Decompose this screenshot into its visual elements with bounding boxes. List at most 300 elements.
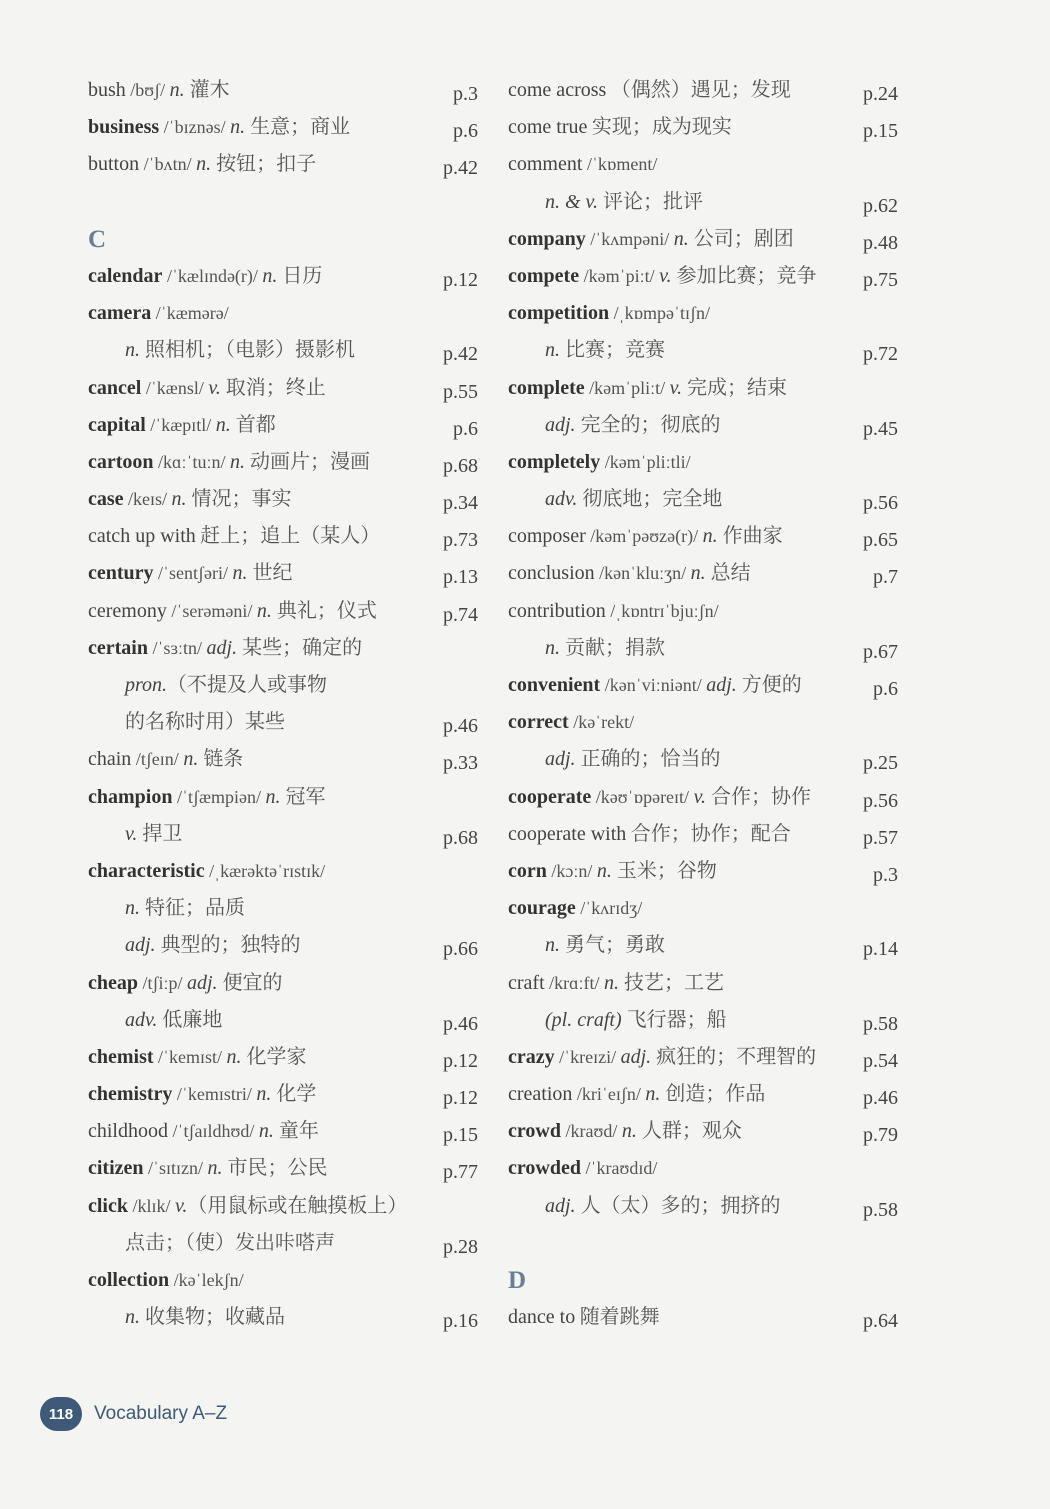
phonetic: /tʃiːp/ xyxy=(138,972,187,993)
phonetic: /ˌkɒmpəˈtɪʃn/ xyxy=(609,303,710,324)
definition: 首都 xyxy=(230,413,276,436)
part-of-speech: n. xyxy=(258,1120,274,1143)
headword: cooperate xyxy=(508,785,592,808)
part-of-speech: pron. xyxy=(125,674,168,696)
entry-text xyxy=(125,1225,335,1262)
vocab-entry xyxy=(80,1076,480,1113)
vocab-entry xyxy=(500,146,900,183)
phonetic: /ˈkænsl/ xyxy=(141,377,209,398)
vocab-entry xyxy=(500,667,900,704)
entry-text xyxy=(508,555,751,592)
definition: 按钮；扣子 xyxy=(211,153,317,176)
part-of-speech: adj. xyxy=(545,748,576,771)
entry-text xyxy=(88,370,326,407)
entry-text xyxy=(545,407,721,444)
page-reference: p.45 xyxy=(863,417,898,440)
part-of-speech: v. xyxy=(693,785,706,808)
headword: business xyxy=(88,116,160,139)
vocab-entry xyxy=(500,1113,900,1150)
page-reference: p.68 xyxy=(443,826,478,849)
definition: 灌木 xyxy=(184,79,230,101)
headword: champion xyxy=(88,785,173,808)
vocab-entry xyxy=(500,72,900,109)
headword: come true xyxy=(508,116,588,139)
headword: catch up with xyxy=(88,525,196,548)
entry-text xyxy=(508,109,732,146)
definition: 彻底地；完全地 xyxy=(577,488,723,511)
definition: 捍卫 xyxy=(137,822,183,845)
vocab-entry xyxy=(80,779,480,816)
entry-text xyxy=(508,779,811,816)
entry-text xyxy=(88,444,370,481)
page-reference: p.67 xyxy=(863,640,898,663)
entry-text xyxy=(508,667,802,704)
headword: chemist xyxy=(88,1045,154,1068)
part-of-speech: n. xyxy=(226,1045,242,1068)
page-reference: p.79 xyxy=(863,1124,898,1147)
entry-text xyxy=(545,332,665,369)
entry-text xyxy=(125,1299,285,1336)
headword: characteristic xyxy=(88,859,205,882)
vocab-entry xyxy=(80,407,480,444)
entry-text xyxy=(545,1188,781,1225)
entry-text xyxy=(508,1076,765,1113)
vocab-entry xyxy=(500,1299,900,1336)
definition: 典礼；仪式 xyxy=(271,599,377,622)
vocab-entry xyxy=(80,965,480,1002)
headword: crazy xyxy=(508,1045,555,1068)
headword: camera xyxy=(88,302,152,325)
phonetic: /ˈkʌrɪdʒ/ xyxy=(575,898,643,919)
page-reference: p.13 xyxy=(443,566,478,589)
entry-text xyxy=(88,1039,307,1076)
entry-sense xyxy=(500,741,900,778)
phonetic: /kriˈeɪʃn/ xyxy=(572,1084,646,1105)
page-reference: p.64 xyxy=(863,1310,898,1333)
vocabulary-column-right xyxy=(500,72,900,1336)
definition: 随着跳舞 xyxy=(579,1306,660,1329)
definition: 的名称时用）某些 xyxy=(125,711,285,734)
part-of-speech: n. xyxy=(596,859,612,882)
headword: case xyxy=(88,488,124,511)
headword: conclusion xyxy=(508,562,595,585)
headword: capital xyxy=(88,413,146,436)
vocab-entry xyxy=(500,221,900,258)
phonetic: /kraʊd/ xyxy=(560,1121,622,1142)
headword: cooperate with xyxy=(508,822,627,845)
part-of-speech: adj. xyxy=(545,1194,576,1217)
page-reference: p.68 xyxy=(443,454,478,477)
entry-text xyxy=(508,1113,742,1150)
part-of-speech: (pl. craft) xyxy=(545,1008,622,1031)
headword: competition xyxy=(508,302,610,325)
page-reference: p.16 xyxy=(443,1310,478,1333)
entry-text xyxy=(508,370,787,407)
entry-text xyxy=(508,221,794,258)
entry-sense xyxy=(80,890,480,927)
page-reference: p.55 xyxy=(443,380,478,403)
definition: （不提及人或事物 xyxy=(167,674,328,696)
phonetic: /ˈkraʊdɪd/ xyxy=(580,1158,658,1179)
page-reference: p.46 xyxy=(443,1012,478,1035)
entry-text xyxy=(88,965,283,1002)
entry-text xyxy=(88,1076,316,1113)
definition: 方便的 xyxy=(736,674,802,696)
entry-sense xyxy=(500,927,900,964)
section-letter: D xyxy=(508,1267,527,1294)
entry-sense xyxy=(500,184,900,221)
part-of-speech: v. xyxy=(175,1194,188,1217)
part-of-speech: v. xyxy=(208,376,221,399)
headword: corn xyxy=(508,859,547,882)
vocab-entry xyxy=(500,890,900,927)
vocab-entry xyxy=(500,853,900,890)
vocab-entry xyxy=(80,370,480,407)
entry-text xyxy=(125,1002,222,1039)
vocab-entry xyxy=(80,1262,480,1299)
definition: 飞行器；船 xyxy=(621,1008,727,1031)
vocab-entry xyxy=(80,853,480,890)
page-reference: p.42 xyxy=(443,157,478,180)
entry-text xyxy=(508,1299,660,1336)
vocab-entry xyxy=(80,444,480,481)
part-of-speech: adj. xyxy=(706,674,737,696)
headword: crowded xyxy=(508,1157,581,1180)
phonetic: /kɑːˈtuːn/ xyxy=(153,451,230,472)
vocab-entry xyxy=(80,146,480,183)
page-reference: p.6 xyxy=(873,678,898,700)
definition: 情况；事实 xyxy=(186,488,292,511)
part-of-speech: n. xyxy=(604,971,620,994)
entry-sense xyxy=(500,332,900,369)
entry-sense xyxy=(80,816,480,853)
definition: 冠军 xyxy=(280,785,326,808)
vocab-entry xyxy=(500,1150,900,1187)
part-of-speech: n. xyxy=(645,1083,661,1106)
entry-text xyxy=(88,146,316,183)
part-of-speech: n. xyxy=(545,636,560,659)
section-letter: C xyxy=(88,225,107,253)
part-of-speech: n. xyxy=(256,1083,272,1106)
headword: comment xyxy=(508,153,583,176)
phonetic: /ˈkemɪst/ xyxy=(153,1046,227,1067)
page-reference: p.3 xyxy=(453,83,478,105)
headword: citizen xyxy=(88,1157,144,1180)
entry-text xyxy=(125,332,355,369)
page-reference: p.28 xyxy=(443,1235,478,1258)
phonetic: /ˈkæmərə/ xyxy=(151,303,229,324)
section-title: Vocabulary A–Z xyxy=(94,1403,228,1424)
phonetic: /ˈkæpɪtl/ xyxy=(145,414,216,435)
headword: dance to xyxy=(508,1306,576,1329)
entry-text xyxy=(508,853,717,890)
vocab-entry xyxy=(80,630,480,667)
entry-text xyxy=(125,890,245,927)
part-of-speech: n. xyxy=(183,748,199,771)
vocab-entry xyxy=(80,555,480,592)
definition: 参加比赛；竞争 xyxy=(671,264,817,287)
page-reference: p.74 xyxy=(443,603,478,626)
definition: 照相机；（电影）摄影机 xyxy=(140,339,355,362)
headword: cheap xyxy=(88,971,138,994)
vocab-entry xyxy=(500,444,900,481)
part-of-speech: n. xyxy=(125,1306,140,1329)
definition: 疯狂的；不理智的 xyxy=(651,1045,817,1068)
phonetic: /kəʊˈɒpəreɪt/ xyxy=(591,786,694,807)
entry-text xyxy=(508,1150,657,1187)
entry-text xyxy=(545,927,665,964)
entry-text xyxy=(508,72,791,109)
entry-text xyxy=(545,630,665,667)
entry-text xyxy=(88,555,293,592)
entry-text xyxy=(508,258,816,295)
page-reference: p.58 xyxy=(863,1012,898,1035)
phonetic: /keɪs/ xyxy=(123,489,172,510)
entry-text xyxy=(508,444,691,481)
entry-sense xyxy=(80,667,480,704)
part-of-speech: v. xyxy=(669,376,683,399)
part-of-speech: n. xyxy=(265,785,281,808)
vocab-entry xyxy=(80,1150,480,1187)
page-reference: p.62 xyxy=(863,194,898,217)
page-reference: p.33 xyxy=(443,752,478,775)
headword: ceremony xyxy=(88,599,167,622)
phonetic: /ˈsɪtɪzn/ xyxy=(143,1158,208,1179)
definition: 点击；（使）发出咔嗒声 xyxy=(125,1231,335,1254)
page-reference: p.46 xyxy=(863,1087,898,1110)
part-of-speech: adj. xyxy=(545,413,576,436)
definition: 实现；成为现实 xyxy=(591,116,732,139)
headword: button xyxy=(88,153,140,176)
part-of-speech: n. xyxy=(621,1120,637,1143)
part-of-speech: n. xyxy=(196,153,212,176)
part-of-speech: n. xyxy=(262,264,278,287)
entry-sense xyxy=(80,1225,480,1262)
page-reference: p.56 xyxy=(863,789,898,812)
entry-text xyxy=(125,816,182,853)
entry-sense xyxy=(500,481,900,518)
entry-text xyxy=(508,518,783,555)
page-reference: p.72 xyxy=(863,343,898,366)
headword: chemistry xyxy=(88,1083,173,1106)
part-of-speech: n. xyxy=(125,897,140,920)
entry-sense xyxy=(500,1188,900,1225)
phonetic: /ˈsentʃəri/ xyxy=(153,563,233,584)
part-of-speech: n. xyxy=(545,339,560,362)
entry-text xyxy=(508,890,642,927)
definition: 勇气；勇敢 xyxy=(560,934,665,957)
headword: creation xyxy=(508,1083,573,1106)
page-reference: p.54 xyxy=(863,1049,898,1072)
definition: 化学家 xyxy=(241,1045,307,1068)
definition: 市民；公民 xyxy=(222,1157,328,1180)
entry-sense xyxy=(80,1002,480,1039)
page-reference: p.24 xyxy=(863,83,898,105)
entry-text xyxy=(125,667,327,704)
vocab-entry xyxy=(80,1188,480,1225)
part-of-speech: n. xyxy=(545,934,560,957)
definition: 玉米；谷物 xyxy=(611,859,717,882)
vocab-entry xyxy=(80,593,480,630)
headword: compete xyxy=(508,264,580,287)
part-of-speech: n. xyxy=(215,413,231,436)
definition: 作曲家 xyxy=(717,525,783,548)
definition: 比赛；竞赛 xyxy=(560,339,665,362)
entry-sense xyxy=(80,927,480,964)
headword: complete xyxy=(508,376,585,399)
entry-text xyxy=(88,779,325,816)
definition: 人群；观众 xyxy=(636,1120,742,1143)
vocab-entry xyxy=(500,555,900,592)
phonetic: /ˈkreɪzi/ xyxy=(554,1046,621,1067)
headword: cancel xyxy=(88,376,142,399)
part-of-speech: n. xyxy=(673,227,689,250)
part-of-speech: adv. xyxy=(125,1008,158,1031)
phonetic: /ˈkɒment/ xyxy=(582,154,658,175)
definition: 世纪 xyxy=(247,562,293,585)
definition: （用鼠标或在触摸板上） xyxy=(187,1194,408,1217)
phonetic: /ˈbʌtn/ xyxy=(139,154,197,175)
page-reference: p.12 xyxy=(443,1049,478,1072)
page-reference: p.73 xyxy=(443,529,478,552)
definition: 典型的；独特的 xyxy=(155,934,301,957)
entry-text xyxy=(508,1039,816,1076)
vocab-entry xyxy=(80,295,480,332)
headword: come across xyxy=(508,79,607,101)
vocab-entry xyxy=(80,1039,480,1076)
part-of-speech: n. xyxy=(702,525,718,548)
phonetic: /ˈbɪznəs/ xyxy=(159,117,231,138)
page-number-badge: 118 xyxy=(40,1397,82,1431)
headword: cartoon xyxy=(88,450,154,473)
phonetic: /krɑːft/ xyxy=(544,972,605,993)
entry-text xyxy=(545,1002,727,1039)
part-of-speech: n. xyxy=(690,562,706,585)
page-reference: p.12 xyxy=(443,268,478,291)
phonetic: /ˌkɒntrɪˈbjuːʃn/ xyxy=(605,600,719,621)
headword: composer xyxy=(508,525,586,548)
entry-text xyxy=(125,927,301,964)
part-of-speech: v. xyxy=(125,822,138,845)
vocab-entry xyxy=(500,258,900,295)
entry-text xyxy=(88,481,292,518)
page-reference: p.25 xyxy=(863,752,898,775)
definition: 生意；商业 xyxy=(245,116,351,139)
phonetic: /klɪk/ xyxy=(128,1195,176,1216)
page-reference: p.6 xyxy=(453,417,478,440)
page-reference: p.12 xyxy=(443,1087,478,1110)
phonetic: /ˈkʌmpəni/ xyxy=(585,228,674,249)
definition: 某些；确定的 xyxy=(237,636,363,659)
entry-text xyxy=(88,295,229,332)
phonetic: /kəˈrekt/ xyxy=(568,712,635,733)
part-of-speech: adj. xyxy=(620,1045,652,1068)
phonetic: /ˈserəməni/ xyxy=(166,600,257,621)
headword: collection xyxy=(88,1269,170,1291)
definition: 完成；结束 xyxy=(682,376,788,399)
vocabulary-column-left xyxy=(80,72,480,1336)
definition: 特征；品质 xyxy=(140,897,245,920)
definition: 便宜的 xyxy=(217,971,283,994)
vocab-entry xyxy=(500,816,900,853)
entry-text xyxy=(88,1150,328,1187)
headword: click xyxy=(88,1194,128,1217)
definition: 日历 xyxy=(277,264,323,287)
vocab-entry xyxy=(80,481,480,518)
entry-text xyxy=(88,853,325,890)
phonetic: /kəmˈpiːt/ xyxy=(579,265,660,286)
entry-text xyxy=(88,518,380,555)
phonetic: /ˈkælɪndə(r)/ xyxy=(162,265,263,286)
headword: crowd xyxy=(508,1120,561,1143)
vocab-entry xyxy=(500,109,900,146)
entry-text xyxy=(545,741,721,778)
spacer xyxy=(500,1225,900,1262)
page-reference: p.58 xyxy=(863,1198,898,1221)
entry-text xyxy=(88,258,322,295)
entry-text xyxy=(88,630,362,667)
page-reference: p.6 xyxy=(453,120,478,143)
vocab-entry xyxy=(500,704,900,741)
headword: certain xyxy=(88,636,148,659)
headword: craft xyxy=(508,971,545,994)
entry-text xyxy=(508,965,724,1002)
part-of-speech: adj. xyxy=(206,636,238,659)
vocab-entry xyxy=(500,370,900,407)
entry-text xyxy=(508,593,719,630)
definition: 贡献；捐款 xyxy=(560,636,665,659)
page-reference: p.66 xyxy=(443,938,478,961)
phonetic: /ˈsɜːtn/ xyxy=(147,637,207,658)
phonetic: /ˈtʃaɪldhʊd/ xyxy=(168,1121,259,1142)
entry-text xyxy=(88,1262,244,1299)
definition: 链条 xyxy=(198,748,244,771)
page-footer xyxy=(40,1397,227,1431)
phonetic: /kənˈviːniənt/ xyxy=(600,675,707,695)
vocab-entry xyxy=(500,295,900,332)
headword: company xyxy=(508,227,586,250)
definition: 赶上；追上（某人） xyxy=(200,525,381,548)
vocab-entry xyxy=(500,779,900,816)
vocab-entry xyxy=(500,965,900,1002)
definition: 技艺；工艺 xyxy=(619,971,725,994)
spacer xyxy=(80,184,480,221)
definition: 总结 xyxy=(705,562,751,585)
page-reference: p.15 xyxy=(443,1124,478,1147)
part-of-speech: n. xyxy=(169,79,185,101)
part-of-speech: adj. xyxy=(187,971,218,994)
definition: 正确的；恰当的 xyxy=(575,748,721,771)
part-of-speech: n. xyxy=(230,116,246,139)
entry-text xyxy=(545,184,703,221)
page-reference: p.3 xyxy=(873,863,898,886)
definition: 化学 xyxy=(271,1083,317,1106)
vocab-entry xyxy=(500,593,900,630)
page-reference: p.75 xyxy=(863,268,898,291)
entry-text xyxy=(88,593,377,630)
phonetic: /kəˈlekʃn/ xyxy=(169,1270,244,1290)
vocab-entry xyxy=(80,258,480,295)
page-reference: p.14 xyxy=(863,938,898,961)
definition: 公司；剧团 xyxy=(688,227,794,250)
part-of-speech: adv. xyxy=(545,488,578,511)
headword: contribution xyxy=(508,599,606,622)
definition: 取消；终止 xyxy=(220,376,326,399)
vocab-entry xyxy=(80,109,480,146)
entry-text xyxy=(88,1188,407,1225)
page-reference: p.34 xyxy=(443,492,478,515)
phonetic: /ˈtʃæmpiən/ xyxy=(172,786,266,807)
